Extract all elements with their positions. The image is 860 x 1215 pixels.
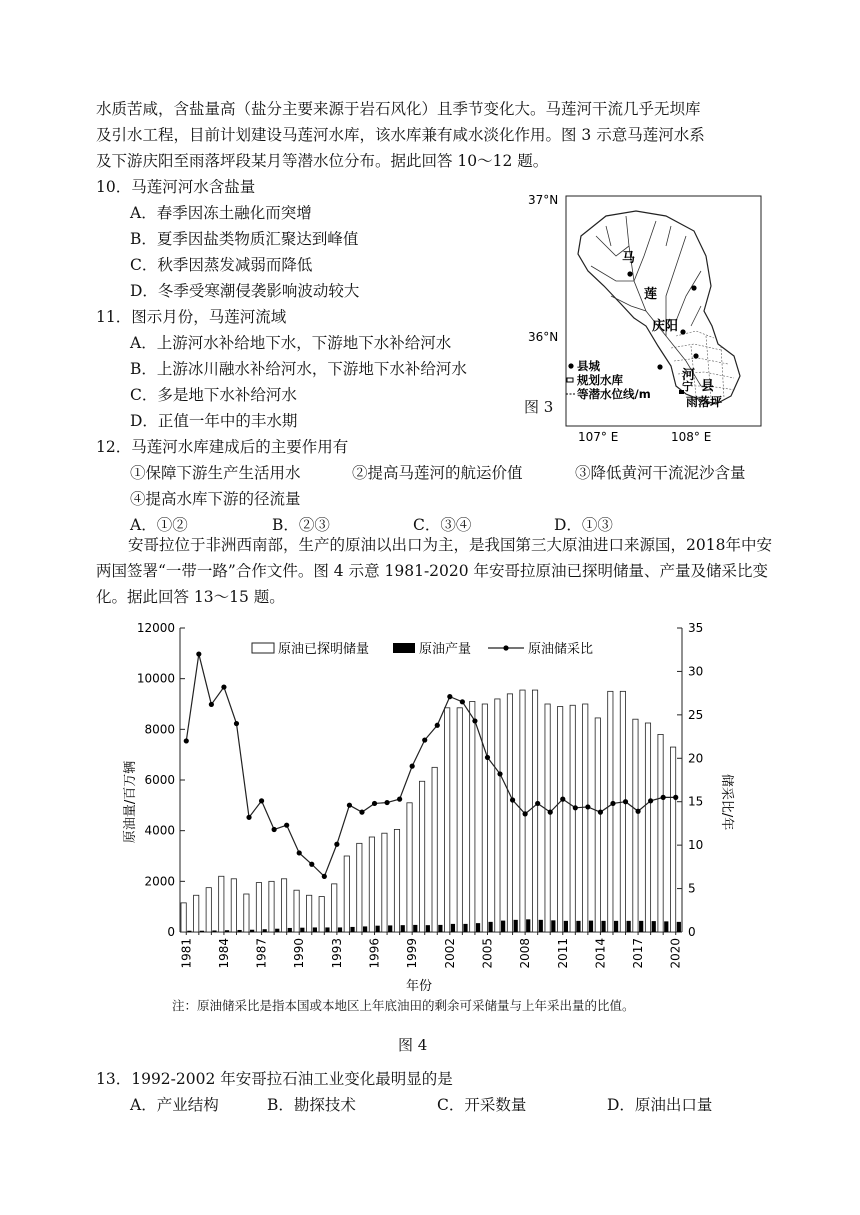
town-dot-4 bbox=[657, 364, 662, 369]
ratio-point bbox=[510, 797, 515, 802]
x-tick-label: 1990 bbox=[292, 938, 307, 969]
y-tick-label-right: 20 bbox=[688, 751, 704, 766]
reserve-bar bbox=[633, 719, 638, 932]
production-bar bbox=[225, 930, 229, 932]
reserve-bar bbox=[470, 701, 475, 932]
q11-option-a: A．上游河水补给地下水，下游地下水补给河水 bbox=[130, 334, 452, 352]
legend-reserve-label: 原油已探明储量 bbox=[278, 642, 370, 657]
production-bar bbox=[451, 924, 455, 932]
x-tick-label: 1996 bbox=[367, 938, 382, 969]
production-bar bbox=[426, 925, 430, 932]
ratio-point bbox=[635, 809, 640, 814]
chart-bars bbox=[181, 690, 681, 932]
q13-option-d: D．原油出口量 bbox=[607, 1096, 713, 1114]
ratio-point bbox=[548, 810, 553, 815]
ratio-point bbox=[284, 823, 289, 828]
reserve-bar bbox=[382, 833, 387, 932]
q13-option-b: B．勘探技术 bbox=[267, 1096, 356, 1114]
ratio-point bbox=[184, 738, 189, 743]
label-lian: 莲 bbox=[644, 287, 658, 302]
reserve-bar bbox=[294, 890, 299, 932]
reserve-bar bbox=[307, 895, 312, 932]
x-tick-label: 2008 bbox=[518, 938, 533, 969]
production-bar bbox=[200, 931, 204, 932]
y-tick-label-right: 15 bbox=[688, 794, 704, 809]
ratio-point bbox=[209, 702, 214, 707]
production-bar bbox=[526, 919, 530, 932]
reserve-bar bbox=[495, 699, 500, 932]
legend-city-dot bbox=[568, 363, 573, 368]
production-bar bbox=[350, 927, 354, 932]
ratio-point bbox=[384, 800, 389, 805]
y-tick-label-left: 0 bbox=[167, 925, 175, 939]
q13-option-a: A．产业结构 bbox=[130, 1096, 219, 1114]
x-axis-label: 年份 bbox=[405, 979, 433, 994]
reserve-bar bbox=[457, 708, 462, 932]
ratio-point bbox=[673, 795, 678, 800]
q12-item-4: ④提高水库下游的径流量 bbox=[130, 490, 301, 508]
q11-option-b: B．上游冰川融水补给河水，下游地下水补给河水 bbox=[130, 360, 467, 378]
ratio-point bbox=[623, 799, 628, 804]
production-bar bbox=[338, 927, 342, 932]
intro-line-2: 及引水工程，目前计划建设马莲河水库，该水库兼有咸水淡化作用。图 3 示意马莲河水系 bbox=[96, 126, 705, 144]
production-bar bbox=[313, 927, 317, 932]
ratio-point bbox=[598, 810, 603, 815]
reserve-bar bbox=[658, 734, 663, 932]
town-dot-qingyang bbox=[680, 329, 685, 334]
reserve-bar bbox=[595, 718, 600, 932]
ratio-point bbox=[435, 723, 440, 728]
production-bar bbox=[488, 922, 492, 932]
y-tick-label-left: 10000 bbox=[136, 671, 175, 686]
q11-stem: 11．图示月份，马莲河流域 bbox=[96, 308, 287, 326]
ratio-point bbox=[460, 699, 465, 704]
x-tick-label: 2017 bbox=[631, 938, 646, 969]
ratio-point bbox=[447, 694, 452, 699]
reserve-bar bbox=[608, 691, 613, 932]
production-bar bbox=[376, 926, 380, 932]
ratio-point bbox=[309, 862, 314, 867]
production-bar bbox=[614, 921, 618, 932]
label-xian: 县 bbox=[701, 379, 715, 394]
y-axis-label-right: 储采比/年 bbox=[719, 773, 734, 831]
x-tick-label: 1993 bbox=[329, 938, 344, 969]
reserve-bar bbox=[244, 894, 249, 932]
label-yuluoping: 雨落坪 bbox=[686, 395, 723, 409]
ratio-point bbox=[422, 737, 427, 742]
y-tick-label-right: 0 bbox=[688, 925, 696, 939]
production-bar bbox=[401, 925, 405, 932]
x-tick-label: 1987 bbox=[254, 938, 269, 969]
q11-option-d: D．正值一年中的丰水期 bbox=[130, 412, 298, 430]
reserve-production-ratio-line bbox=[186, 654, 675, 876]
production-bar bbox=[212, 930, 216, 932]
ratio-point bbox=[648, 798, 653, 803]
reserve-bar bbox=[482, 704, 487, 932]
label-ning: 宁 bbox=[682, 380, 693, 393]
town-dot-3 bbox=[693, 353, 698, 358]
reserve-bar bbox=[256, 883, 261, 932]
ratio-point bbox=[246, 815, 251, 820]
lon-107-label: 107° E bbox=[578, 430, 619, 444]
y-tick-label-right: 30 bbox=[688, 664, 704, 679]
production-bar bbox=[388, 925, 392, 932]
production-bar bbox=[589, 921, 593, 932]
q12-item-3: ③降低黄河干流泥沙含量 bbox=[575, 464, 746, 482]
reserve-bar bbox=[419, 781, 424, 932]
chart-line bbox=[184, 651, 679, 879]
q10-option-d: D．冬季受寒潮侵袭影响波动较大 bbox=[130, 282, 360, 300]
production-bar bbox=[325, 927, 329, 932]
figure-4-note: 注：原油储采比是指本国或本地区上年底油田的剩余可采储量与上年采出量的比值。 bbox=[172, 998, 635, 1013]
production-bar bbox=[627, 921, 631, 932]
reserve-bar bbox=[407, 803, 412, 932]
q12-option-d: D．①③ bbox=[554, 516, 613, 534]
ratio-point bbox=[472, 718, 477, 723]
y-tick-label-left: 4000 bbox=[144, 823, 175, 838]
q12-item-2: ②提高马莲河的航运价值 bbox=[352, 464, 523, 482]
q10-option-b: B．夏季因盐类物质汇聚达到峰值 bbox=[130, 230, 359, 248]
y-tick-label-left: 2000 bbox=[144, 874, 175, 889]
legend-ratio-dot bbox=[503, 645, 508, 650]
ratio-point bbox=[585, 804, 590, 809]
lon-108-label: 108° E bbox=[671, 430, 712, 444]
production-bar bbox=[187, 931, 191, 932]
reserve-bar bbox=[369, 837, 374, 932]
q12-option-a: A．①② bbox=[130, 516, 188, 534]
reserve-bar bbox=[558, 707, 563, 932]
reserve-bar bbox=[281, 879, 286, 932]
ratio-point bbox=[661, 795, 666, 800]
ratio-point bbox=[573, 805, 578, 810]
reserve-bar bbox=[670, 747, 675, 932]
ratio-point bbox=[410, 764, 415, 769]
ratio-point bbox=[497, 771, 502, 776]
legend-ratio-label: 原油储采比 bbox=[528, 642, 594, 657]
ratio-point bbox=[610, 801, 615, 806]
legend-isoline-label: 等潜水位线/m bbox=[577, 387, 651, 401]
reserve-bar bbox=[545, 704, 550, 932]
production-bar bbox=[501, 921, 505, 932]
production-bar bbox=[237, 930, 241, 932]
ratio-point bbox=[234, 721, 239, 726]
x-tick-label: 2020 bbox=[668, 938, 683, 969]
y-tick-label-right: 5 bbox=[688, 881, 696, 896]
x-tick-label: 1999 bbox=[405, 938, 420, 969]
production-bar bbox=[288, 928, 292, 932]
ratio-point bbox=[221, 684, 226, 689]
ratio-point bbox=[372, 801, 377, 806]
q13-stem: 13．1992-2002 年安哥拉石油工业变化最明显的是 bbox=[96, 1070, 453, 1088]
y-axis-label-left: 原油量/百万辆 bbox=[123, 760, 138, 844]
x-tick-label: 2002 bbox=[442, 938, 457, 969]
ratio-point bbox=[359, 810, 364, 815]
reserve-bar bbox=[432, 767, 437, 932]
production-bar bbox=[438, 925, 442, 932]
reserve-bar bbox=[332, 884, 337, 932]
reserve-bar bbox=[645, 723, 650, 932]
intro-line-1: 水质苦咸，含盐量高（盐分主要来源于岩石风化）且季节变化大。马莲河干流几乎无坝库 bbox=[96, 100, 701, 118]
q10-option-c: C．秋季因蒸发减弱而降低 bbox=[130, 256, 313, 274]
reserve-bar bbox=[357, 843, 362, 932]
figure-3-caption: 图 3 bbox=[524, 398, 554, 416]
q12-option-b: B．②③ bbox=[272, 516, 330, 534]
production-bar bbox=[539, 920, 543, 932]
reserve-bar bbox=[445, 708, 450, 932]
legend-city-label: 县城 bbox=[577, 359, 600, 373]
y-tick-label-right: 10 bbox=[688, 838, 704, 853]
q12-option-c: C．③④ bbox=[413, 516, 472, 534]
town-dot-2 bbox=[691, 285, 696, 290]
production-bar bbox=[463, 924, 467, 932]
reserve-bar bbox=[620, 691, 625, 932]
reserve-bar bbox=[583, 704, 588, 932]
legend-reserve-swatch bbox=[252, 643, 274, 653]
production-bar bbox=[576, 921, 580, 932]
q10-option-a: A．春季因冻土融化而突增 bbox=[130, 204, 312, 222]
ratio-point bbox=[334, 842, 339, 847]
x-tick-label: 2014 bbox=[593, 938, 608, 969]
y-tick-label-left: 12000 bbox=[136, 621, 175, 635]
figure-4-caption: 图 4 bbox=[398, 1036, 428, 1054]
y-tick-label-right: 35 bbox=[688, 621, 704, 635]
reserve-bar bbox=[532, 690, 537, 932]
production-bar bbox=[363, 926, 367, 932]
q11-option-c: C．多是地下水补给河水 bbox=[130, 386, 297, 404]
ratio-point bbox=[259, 798, 264, 803]
reserve-bar bbox=[194, 895, 199, 932]
ratio-point bbox=[196, 651, 201, 656]
ratio-point bbox=[297, 850, 302, 855]
x-tick-label: 2005 bbox=[480, 938, 495, 969]
production-bar bbox=[476, 923, 480, 932]
label-ma: 马 bbox=[622, 251, 636, 266]
production-bar bbox=[601, 921, 605, 932]
q10-stem: 10．马莲河河水含盐量 bbox=[96, 178, 256, 196]
ratio-point bbox=[485, 755, 490, 760]
reserve-bar bbox=[344, 856, 349, 932]
production-bar bbox=[639, 921, 643, 932]
reserve-bar bbox=[319, 897, 324, 932]
figure-4-chart bbox=[118, 612, 738, 996]
reserve-bar bbox=[181, 903, 186, 932]
ratio-point bbox=[347, 803, 352, 808]
reserve-bar bbox=[269, 881, 274, 932]
legend-production-swatch bbox=[393, 643, 415, 653]
reserve-bar bbox=[219, 876, 224, 932]
legend-reservoir-symbol bbox=[567, 378, 573, 382]
production-bar bbox=[664, 921, 668, 932]
x-tick-label: 2011 bbox=[555, 938, 570, 969]
ratio-point bbox=[272, 827, 277, 832]
production-bar bbox=[275, 929, 279, 932]
y-tick-label-left: 8000 bbox=[144, 722, 175, 737]
production-bar bbox=[652, 921, 656, 932]
lat-37-label: 37°N bbox=[528, 193, 559, 207]
lat-36-label: 36°N bbox=[528, 330, 559, 344]
ratio-point bbox=[560, 797, 565, 802]
production-bar bbox=[413, 925, 417, 932]
x-tick-label: 1984 bbox=[216, 938, 231, 969]
reserve-bar bbox=[507, 694, 512, 932]
production-bar bbox=[677, 922, 681, 932]
label-qingyang: 庆阳 bbox=[652, 319, 679, 334]
production-bar bbox=[564, 921, 568, 932]
reserve-bar bbox=[570, 705, 575, 932]
production-bar bbox=[250, 930, 254, 932]
q12-stem: 12．马莲河水库建成后的主要作用有 bbox=[96, 438, 349, 456]
x-tick-label: 1981 bbox=[179, 938, 194, 969]
production-bar bbox=[263, 929, 267, 932]
town-dot-1 bbox=[627, 271, 632, 276]
production-bar bbox=[300, 928, 304, 932]
angola-intro-paragraph: 安哥拉位于非洲西南部，生产的原油以出口为主，是我国第三大原油进口来源国，2018年中安两国签署“一带一路”合作文件。图 4 示意 1981-2020 年安哥拉原油已探明储量、产量及储采比变化。据此回答 13～15 题。 bbox=[96, 536, 772, 606]
reserve-bar bbox=[206, 888, 211, 932]
label-he: 河 bbox=[682, 368, 696, 383]
reserve-bar bbox=[231, 879, 236, 932]
reserve-bar bbox=[394, 829, 399, 932]
legend-production-label: 原油产量 bbox=[419, 642, 472, 657]
ratio-point bbox=[535, 801, 540, 806]
chart-legend bbox=[252, 641, 593, 657]
ratio-point bbox=[397, 797, 402, 802]
ratio-point bbox=[322, 874, 327, 879]
ratio-point bbox=[523, 811, 528, 816]
production-bar bbox=[551, 920, 555, 932]
q12-item-1: ①保障下游生产生活用水 bbox=[130, 464, 301, 482]
y-tick-label-right: 25 bbox=[688, 707, 704, 722]
production-bar bbox=[514, 920, 518, 932]
y-tick-label-left: 6000 bbox=[144, 773, 175, 787]
intro-line-3: 及下游庆阳至雨落坪段某月等潜水位分布。据此回答 10～12 题。 bbox=[96, 152, 549, 170]
legend-reservoir-label: 规划水库 bbox=[577, 373, 623, 387]
q13-option-c: C．开采数量 bbox=[437, 1096, 527, 1114]
figure-3-map bbox=[526, 186, 766, 446]
